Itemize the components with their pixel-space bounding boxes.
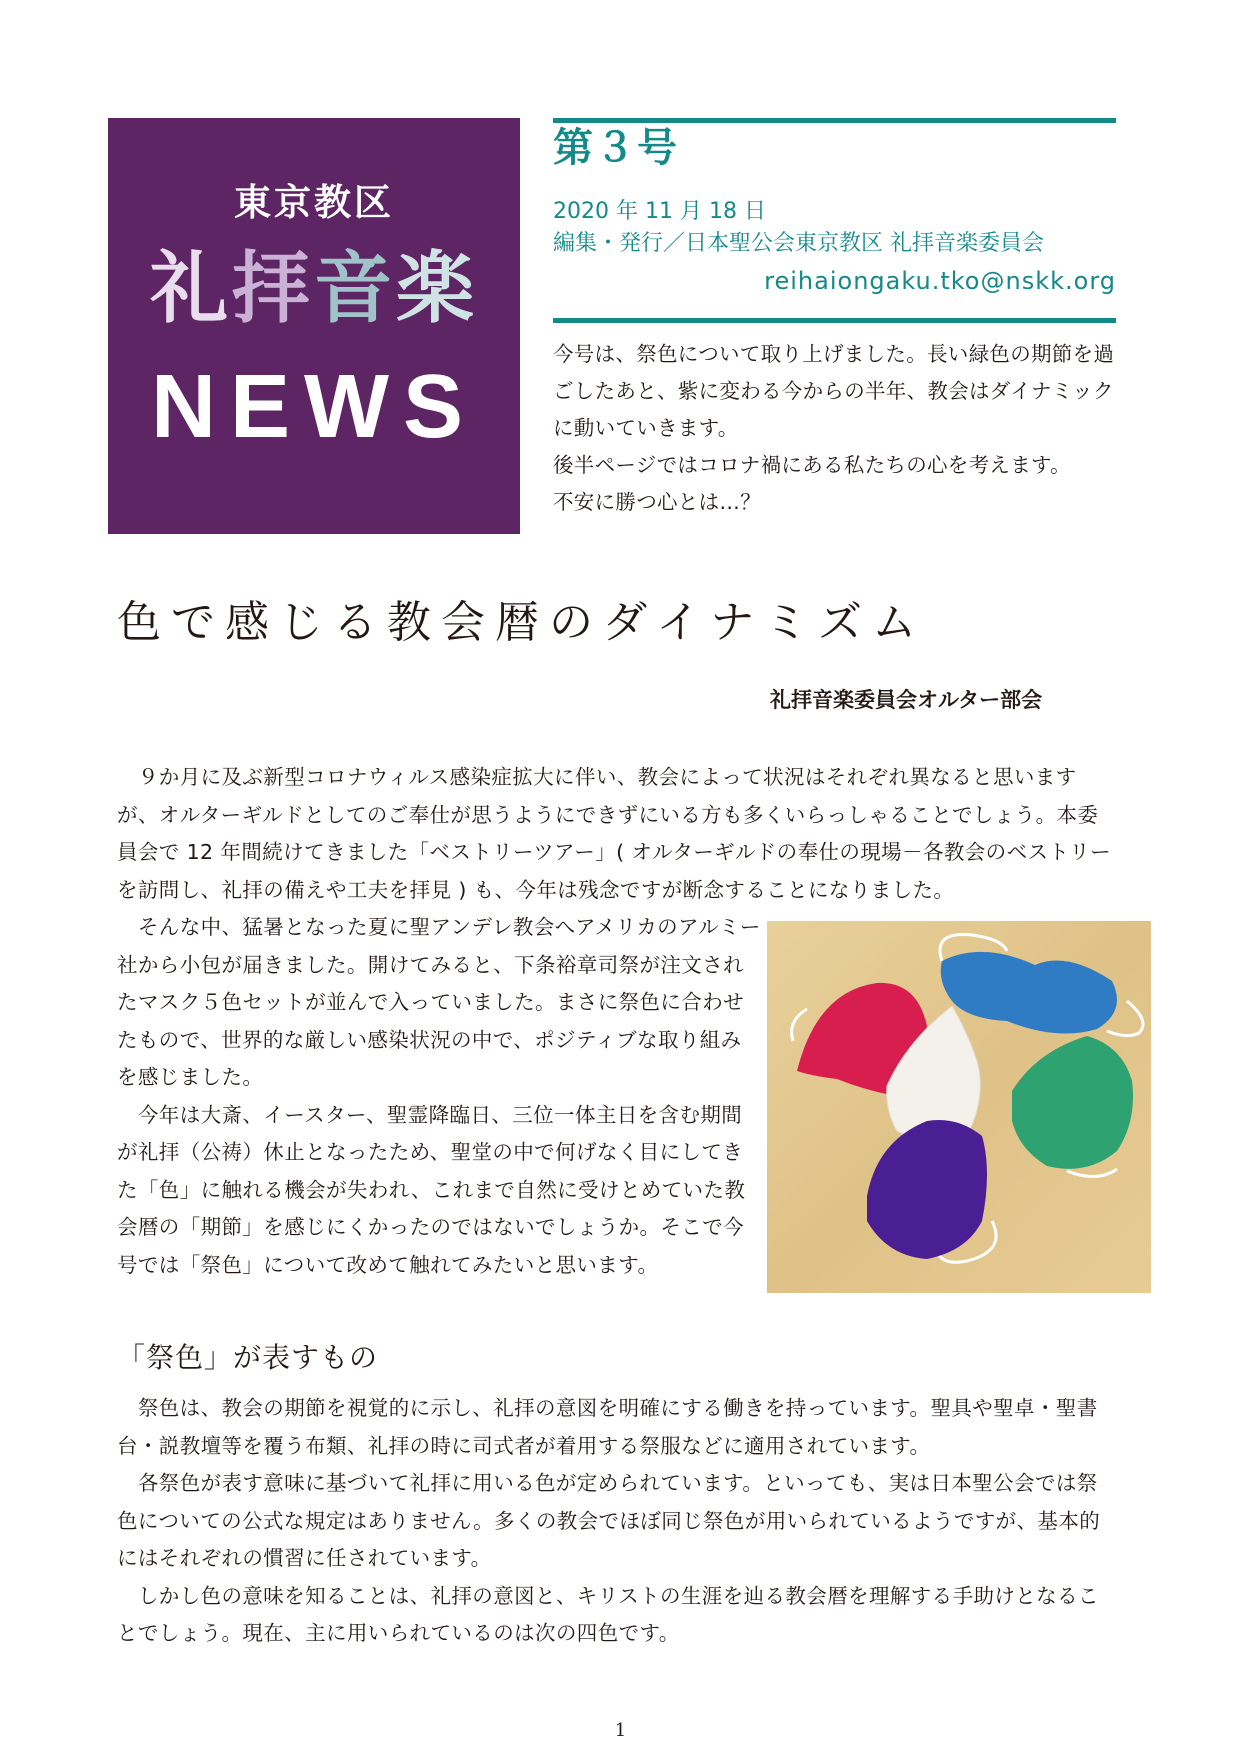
article-body-beside-photo [117,909,762,1284]
page-number: 1 [614,1720,627,1741]
masthead-title-char: 礼 [149,244,232,334]
intro-paragraph: 不安に勝つ心とは…？ [553,490,761,514]
bottom-rule [553,318,1116,323]
issue-publisher: 編集・発行／日本聖公会東京教区 礼拝音楽委員会 [553,230,1044,256]
article-headline: 色で感じる教会暦のダイナミズム [117,597,927,648]
intro-paragraph: 今号は、祭色について取り上げました。長い緑色の期節を過ごしたあと、紫に変わる今からの半年、教会はダイナミックに動いていきます。 [553,342,1115,440]
masthead-news: NEWS [151,357,477,457]
masthead-title-char: 拝 [231,244,314,334]
masthead-logo [108,118,520,534]
masthead-title-char: 音 [314,244,397,334]
mask-photo [767,921,1151,1293]
masthead-diocese: 東京教区 [234,181,394,224]
article-paragraph: 祭色は、教会の期節を視覚的に示し、礼拝の意図を明確にする働きを持っています。聖具や聖卓・聖書台・説教壇等を覆う布類、礼拝の時に司式者が着用する祭服などに適用されています。 [117,1396,1098,1458]
article-paragraph: しかし色の意味を知ることは、礼拝の意図と、キリストの生涯を辿る教会暦を理解する手助けとなることでしょう。現在、主に用いられているのは次の四色です。 [117,1583,1099,1645]
issue-email-link[interactable]: reihaiongaku.tko@nskk.org [764,266,1116,295]
issue-date: 2020 年 11 月 18 日 [553,199,766,224]
masthead-title-char: 楽 [396,244,479,334]
masthead-title [108,244,520,334]
issue-info [553,125,1116,300]
section-body [117,1390,1117,1653]
intro-text [553,336,1125,521]
issue-number: 第３号 [553,125,679,171]
article-paragraph: 今年は大斎、イースター、聖霊降臨日、三位一体主日を含む期間が礼拝（公祷）休止となったため、聖堂の中で何げなく目にしてきた「色」に触れる機会が失われ、これまで自然に受けとめていた教会暦の「期節」を感じにくかったのではないでしょうか。そこで今号では「祭色」について改めて触れてみたいと思います。 [117,1102,746,1277]
intro-paragraph: 後半ページではコロナ禍にある私たちの心を考えます。 [553,453,1071,477]
article-byline: 礼拝音楽委員会オルター部会 [770,688,1043,712]
article-paragraph: そんな中、猛暑となった夏に聖アンデレ教会へアメリカのアルミー社から小包が届きました。開けてみると、下条裕章司祭が注文されたマスク５色セットが並んで入っていました。まさに祭色に合わせたもので、世界的な厳しい感染状況の中で、ポジティブな取り組みを感じました。 [117,915,761,1089]
article-paragraph: ９か月に及ぶ新型コロナウィルス感染症拡大に伴い、教会によって状況はそれぞれ異なると思いますが、オルターギルドとしてのご奉仕が思うようにできずにいる方も多くいらっしゃることでしょう。本委員会で 12 年間続けてきました「ベストリーツアー」( オルターギルドの奉仕の現場－各教会のベストリーを訪問し、礼拝の備えや工夫を拝見 ) も、今年は残念ですが断念することになりました。 [117,765,1112,902]
article-body-top [117,759,1117,909]
top-rule [553,118,1116,123]
article-paragraph: 各祭色が表す意味に基づいて礼拝に用いる色が定められています。といっても、実は日本聖公会では祭色についての公式な規定はありません。多くの教会でほぼ同じ祭色が用いられているようですが、基本的にはそれぞれの慣習に任されています。 [117,1471,1101,1570]
section-heading: 「祭色」が表すもの [117,1341,379,1374]
